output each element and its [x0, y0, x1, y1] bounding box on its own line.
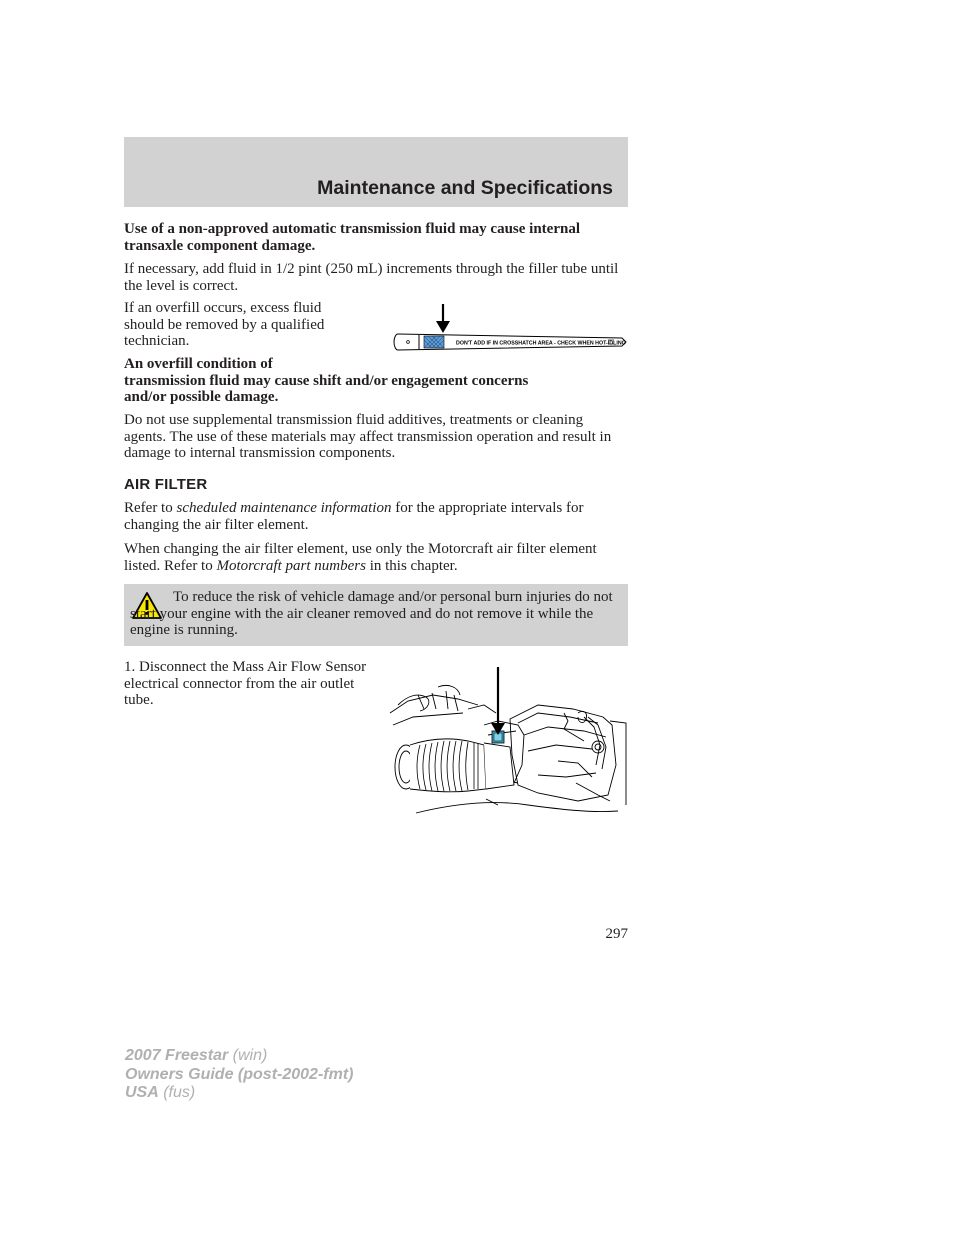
- text-run: for the appropriate intervals for changing the air filter element.: [124, 500, 584, 533]
- fluid-warning-text: Use of a non-approved automatic transmission fluid may cause internal transaxle component damage.: [124, 221, 580, 254]
- dipstick-illustration: [392, 303, 628, 357]
- additives-paragraph: Do not use supplemental transmission fluid additives, treatments or cleaning agents. The use of these materials may affect transmission operation and result in damage to internal transmission components.: [124, 412, 612, 461]
- changing-paragraph: [124, 541, 628, 574]
- overfill-paragraph: If an overfill occurs, excess fluid should be removed by a qualified technician.: [124, 300, 325, 349]
- footer-guide: Owners Guide (post-2002-fmt): [125, 1065, 354, 1083]
- caution-text: To reduce the risk of vehicle damage and/or personal burn injuries do not start your engine with the air cleaner removed and do not remove it while the engine is running.: [130, 589, 613, 638]
- footer-line-3: [125, 1084, 353, 1103]
- engine-illustration: [388, 665, 628, 817]
- refer-paragraph: [124, 500, 628, 533]
- overfill-warning-line: transmission fluid may cause shift and/or engagement concerns: [124, 372, 529, 389]
- footer-market-code: (fus): [158, 1084, 196, 1101]
- text-run: Refer to: [124, 500, 177, 516]
- overfill-warning-line: An overfill condition of: [124, 356, 273, 372]
- footer-market: USA: [125, 1084, 159, 1101]
- page-number: 297: [605, 926, 628, 942]
- section-heading: AIR FILTER: [124, 476, 208, 493]
- overfill-warning-text: [124, 356, 628, 406]
- page-title: Maintenance and Specifications: [317, 177, 613, 199]
- footer: [125, 1047, 353, 1103]
- text-run: When changing the air filter element, use only the Motorcraft air filter element listed. Refer to: [124, 541, 597, 574]
- dipstick-label: DON'T ADD IF IN CROSSHATCH AREA - CHECK WHEN HOT-IDLING: [456, 340, 626, 347]
- footer-model: 2007 Freestar: [125, 1047, 229, 1064]
- caution-box: [124, 584, 628, 646]
- footer-line-2: [125, 1066, 353, 1085]
- header-band: [124, 137, 628, 207]
- italic-reference: Motorcraft part numbers: [216, 557, 366, 574]
- step-1-text: 1. Disconnect the Mass Air Flow Sensor electrical connector from the air outlet tube.: [124, 659, 367, 708]
- footer-model-code: (win): [228, 1047, 268, 1064]
- overfill-warning-line: and/or possible damage.: [124, 389, 279, 405]
- text-run: in this chapter.: [365, 557, 458, 574]
- italic-reference: scheduled maintenance information: [176, 500, 392, 516]
- footer-line-1: [125, 1047, 353, 1066]
- add-fluid-paragraph: If necessary, add fluid in 1/2 pint (250 mL) increments through the filler tube until the level is correct.: [124, 261, 619, 294]
